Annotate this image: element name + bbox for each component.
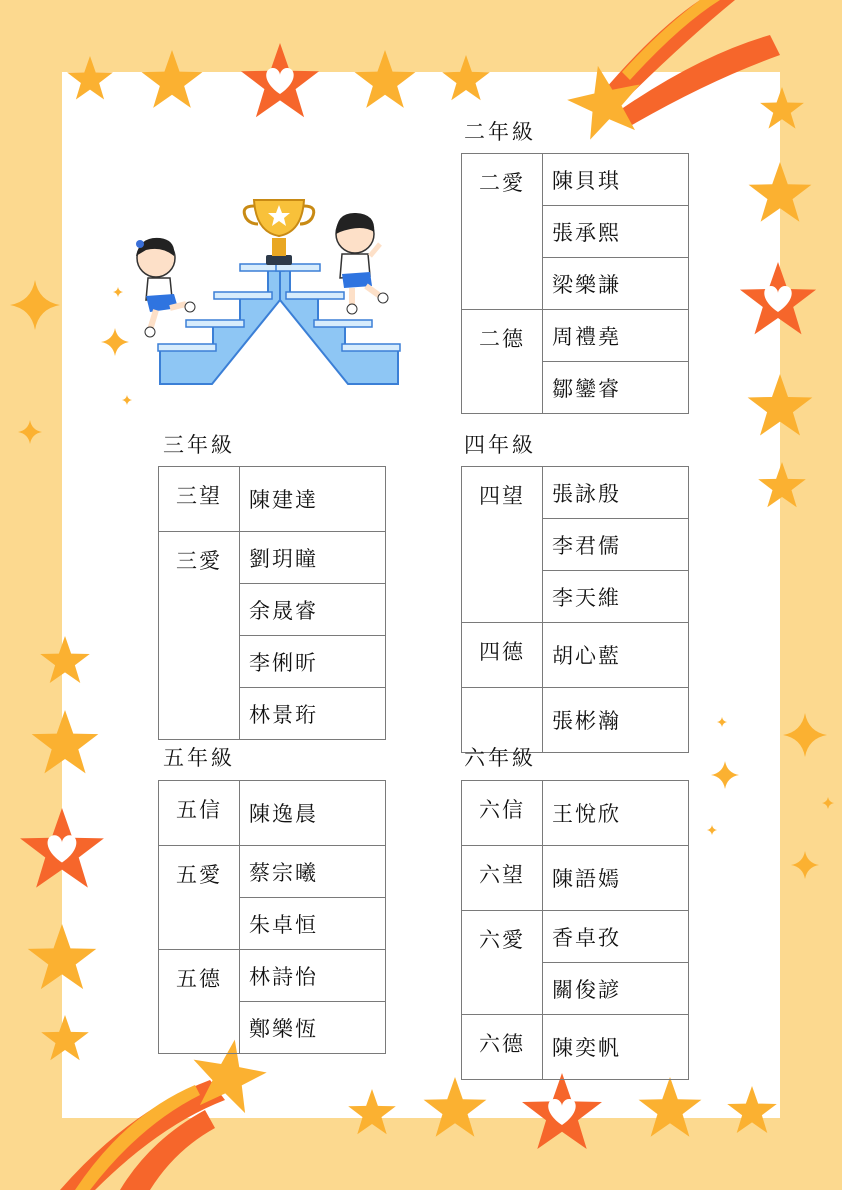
sparkle-icon xyxy=(10,280,60,330)
class-cell: 六望 xyxy=(462,846,543,911)
star-icon xyxy=(348,1089,396,1134)
student-name: 陳貝琪 xyxy=(543,154,689,206)
star-icon xyxy=(28,924,97,989)
table-row xyxy=(462,623,689,688)
student-name: 陳奕帆 xyxy=(543,1015,689,1080)
table-row xyxy=(462,1015,689,1080)
sparkle-icon xyxy=(113,287,123,297)
student-name: 劉玥瞳 xyxy=(240,532,386,584)
student-name: 張承熙 xyxy=(543,206,689,258)
heart-star-icon xyxy=(522,1073,602,1149)
class-cell: 四望 xyxy=(462,467,543,623)
sparkle-icon xyxy=(18,420,42,444)
trophy-icon xyxy=(244,200,314,265)
class-cell: 六德 xyxy=(462,1015,543,1080)
class-cell: 六愛 xyxy=(462,911,543,1015)
star-icon xyxy=(760,87,804,129)
student-name: 李君儒 xyxy=(543,519,689,571)
student-name: 林詩怡 xyxy=(240,950,386,1002)
sparkle-icon xyxy=(711,761,739,789)
student-name: 胡心藍 xyxy=(543,623,689,688)
grade-5-title: 五年級 xyxy=(163,746,235,770)
grade-5-table xyxy=(158,780,386,1054)
student-name: 鄭樂恆 xyxy=(240,1002,386,1054)
sparkle-icon xyxy=(707,825,717,835)
student-name: 王悅欣 xyxy=(543,781,689,846)
student-name: 李天維 xyxy=(543,571,689,623)
star-icon xyxy=(749,162,812,222)
star-icon xyxy=(32,710,99,773)
student-name: 周禮堯 xyxy=(543,310,689,362)
grade-2-title: 二年級 xyxy=(464,120,536,144)
table-row xyxy=(159,950,386,1002)
star-icon xyxy=(727,1086,777,1133)
shooting-star-icon xyxy=(60,1033,271,1190)
student-name: 張彬瀚 xyxy=(543,688,689,753)
grade-3-title: 三年級 xyxy=(163,433,235,457)
sparkle-icon xyxy=(791,851,819,879)
star-icon xyxy=(40,636,90,683)
star-icon xyxy=(424,1077,487,1137)
sparkle-icon xyxy=(822,797,834,809)
table-row xyxy=(462,846,689,911)
table-row xyxy=(462,467,689,519)
table-row xyxy=(159,532,386,584)
student-name: 蔡宗曦 xyxy=(240,846,386,898)
student-name: 香卓孜 xyxy=(543,911,689,963)
class-cell: 四德 xyxy=(462,623,543,688)
star-icon xyxy=(442,55,490,100)
table-row xyxy=(462,911,689,963)
star-icon xyxy=(67,56,113,99)
sparkle-icon xyxy=(717,717,727,727)
star-icon xyxy=(142,50,203,108)
grade-6-title: 六年級 xyxy=(464,746,536,770)
sparkle-icon xyxy=(122,395,132,405)
class-cell: 二德 xyxy=(462,310,543,414)
table-row xyxy=(462,310,689,362)
grade-2-table xyxy=(461,153,689,414)
student-name: 張詠殷 xyxy=(543,467,689,519)
grade-4-table xyxy=(461,466,689,753)
student-name: 陳語嫣 xyxy=(543,846,689,911)
student-name: 陳建達 xyxy=(240,467,386,532)
grade-4-title: 四年級 xyxy=(464,433,536,457)
grade-6-table xyxy=(461,780,689,1080)
star-icon xyxy=(41,1015,89,1060)
class-cell: 五愛 xyxy=(159,846,240,950)
class-cell: 二愛 xyxy=(462,154,543,310)
table-row xyxy=(462,154,689,206)
grade-3-table xyxy=(158,466,386,740)
class-cell: 五德 xyxy=(159,950,240,1054)
student-name: 關俊諺 xyxy=(543,963,689,1015)
student-name: 李俐昕 xyxy=(240,636,386,688)
class-cell: 六信 xyxy=(462,781,543,846)
class-cell: 五信 xyxy=(159,781,240,846)
table-row xyxy=(462,781,689,846)
class-cell: 三望 xyxy=(159,467,240,532)
student-name: 余晟睿 xyxy=(240,584,386,636)
table-row xyxy=(159,781,386,846)
shooting-star-icon xyxy=(562,0,780,143)
star-icon xyxy=(758,462,806,507)
star-icon xyxy=(748,374,813,436)
table-row xyxy=(159,846,386,898)
heart-star-icon xyxy=(740,262,816,334)
star-icon xyxy=(355,50,416,108)
student-name: 林景珩 xyxy=(240,688,386,740)
student-name: 梁樂謙 xyxy=(543,258,689,310)
sparkle-icon xyxy=(783,713,827,757)
student-name: 陳逸晨 xyxy=(240,781,386,846)
heart-star-icon xyxy=(20,808,104,888)
sparkle-icon xyxy=(101,328,129,356)
table-row xyxy=(159,467,386,532)
student-name: 鄒鑾睿 xyxy=(543,362,689,414)
student-name: 朱卓恒 xyxy=(240,898,386,950)
star-icon xyxy=(639,1077,702,1137)
heart-star-icon xyxy=(241,43,319,117)
class-cell: 三愛 xyxy=(159,532,240,740)
